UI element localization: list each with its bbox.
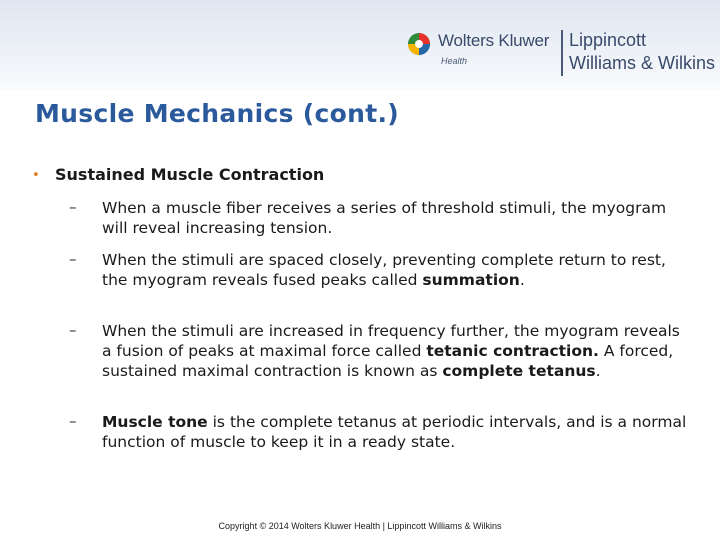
sub-bullet-dash: – (69, 321, 77, 339)
text-run: When a muscle fiber receives a series of threshold stimuli, the myogram will reveal increasing tension. (102, 199, 667, 237)
brand-lippincott-line1: Lippincott (569, 30, 647, 50)
slide-content (32, 165, 692, 451)
bold-term: complete tetanus (442, 362, 596, 380)
sub-bullet-dash: – (69, 250, 77, 268)
brand-health: Health (441, 56, 468, 66)
brand-lippincott (569, 29, 715, 75)
main-bullet (32, 165, 692, 189)
main-bullet-text: Sustained Muscle Contraction (55, 165, 325, 184)
copyright-footer: Copyright © 2014 Wolters Kluwer Health | Lippincott Williams & Wilkins (218, 521, 502, 531)
slide-title: Muscle Mechanics (cont.) (35, 99, 399, 128)
sub-bullet-text (102, 412, 692, 452)
sub-bullet-text (102, 250, 692, 290)
logo-divider (561, 30, 563, 76)
bold-term: Muscle tone (102, 413, 208, 431)
bold-term: tetanic contraction. (426, 342, 599, 360)
bold-term: summation (422, 271, 520, 289)
sub-bullet-text (102, 321, 692, 381)
sub-bullet-text (102, 198, 692, 238)
brand-wolters-kluwer: Wolters Kluwer (438, 31, 550, 50)
text-run: When the stimuli are spaced closely, preventing complete return to rest, the myogram reveals fused peaks called (102, 251, 666, 289)
text-run: . (595, 362, 601, 380)
text-run: is the complete tetanus at periodic intervals, and is a normal function of muscle to keep it in a ready state. (102, 413, 687, 451)
text-run: A forced, sustained maximal contraction is known as (102, 342, 674, 380)
bullet-marker: • (32, 168, 40, 183)
publisher-logo (405, 28, 717, 80)
brand-lippincott-line2: Williams & Wilkins (569, 53, 715, 73)
sub-bullet-dash: – (69, 412, 77, 430)
text-run: When the stimuli are increased in frequency further, the myogram reveals a fusion of peaks at maximal force called (102, 322, 680, 360)
sub-bullet-dash: – (69, 198, 77, 216)
text-run: . (519, 271, 525, 289)
globe-logo-icon (407, 32, 431, 56)
